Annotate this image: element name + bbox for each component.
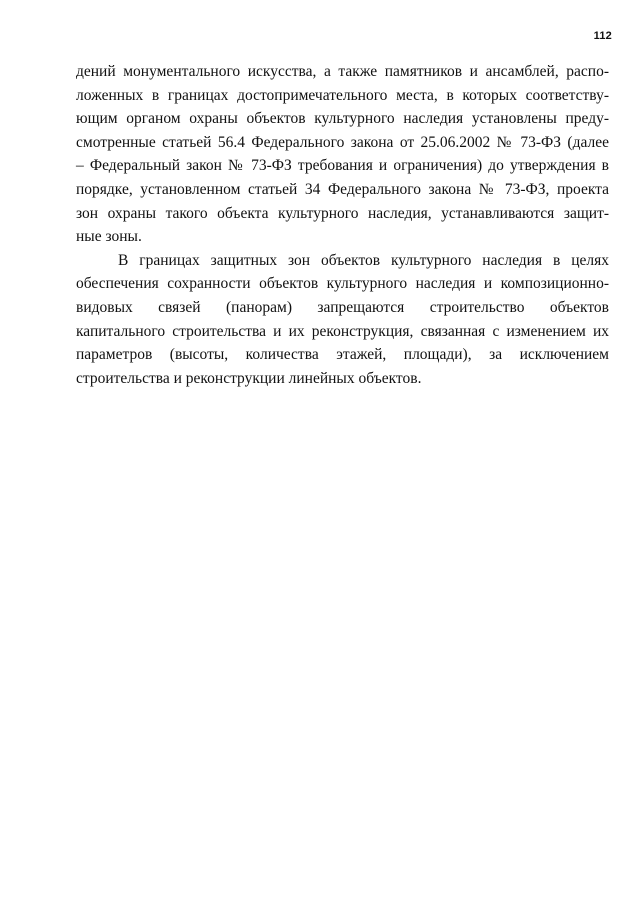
text-line: зон охраны такого объекта культурного наследия, устанавливаются защит- — [76, 204, 609, 222]
paragraph-2 — [76, 249, 609, 391]
text-line: дений монументального искусства, а также памятников и ансамблей, распо- — [76, 63, 609, 80]
text-line: параметров (высоты, количества этажей, площади), за исключением — [76, 346, 609, 364]
text-line: ложенных в границах достопримечательного места, в которых соответству- — [76, 86, 609, 104]
text-line: обеспечения сохранности объектов культурного наследия и композиционно- — [76, 275, 609, 293]
text-line: В границах защитных зон объектов культурного наследия в целях — [118, 251, 609, 269]
text-line: капитального строительства и их реконструкция, связанная с изменением их — [76, 322, 609, 340]
text-line: ные зоны. — [76, 228, 142, 246]
text-line: – Федеральный закон № 73-ФЗ требования и ограничения) до утверждения в — [76, 157, 609, 175]
text-line: строительства и реконструкции линейных объектов. — [76, 369, 422, 387]
text-line: ющим органом охраны объектов культурного наследия установлены преду- — [76, 110, 609, 128]
page-number: 112 — [593, 30, 612, 42]
text-line: порядке, установленном статьей 34 Федерального закона № 73-ФЗ, проекта — [76, 180, 609, 198]
text-line: смотренные статьей 56.4 Федерального закона от 25.06.2002 № 73-ФЗ (далее — [76, 133, 609, 151]
paragraph-1 — [76, 60, 609, 249]
text-line: видовых связей (панорам) запрещаются строительство объектов — [76, 298, 609, 316]
body-text — [76, 60, 609, 390]
